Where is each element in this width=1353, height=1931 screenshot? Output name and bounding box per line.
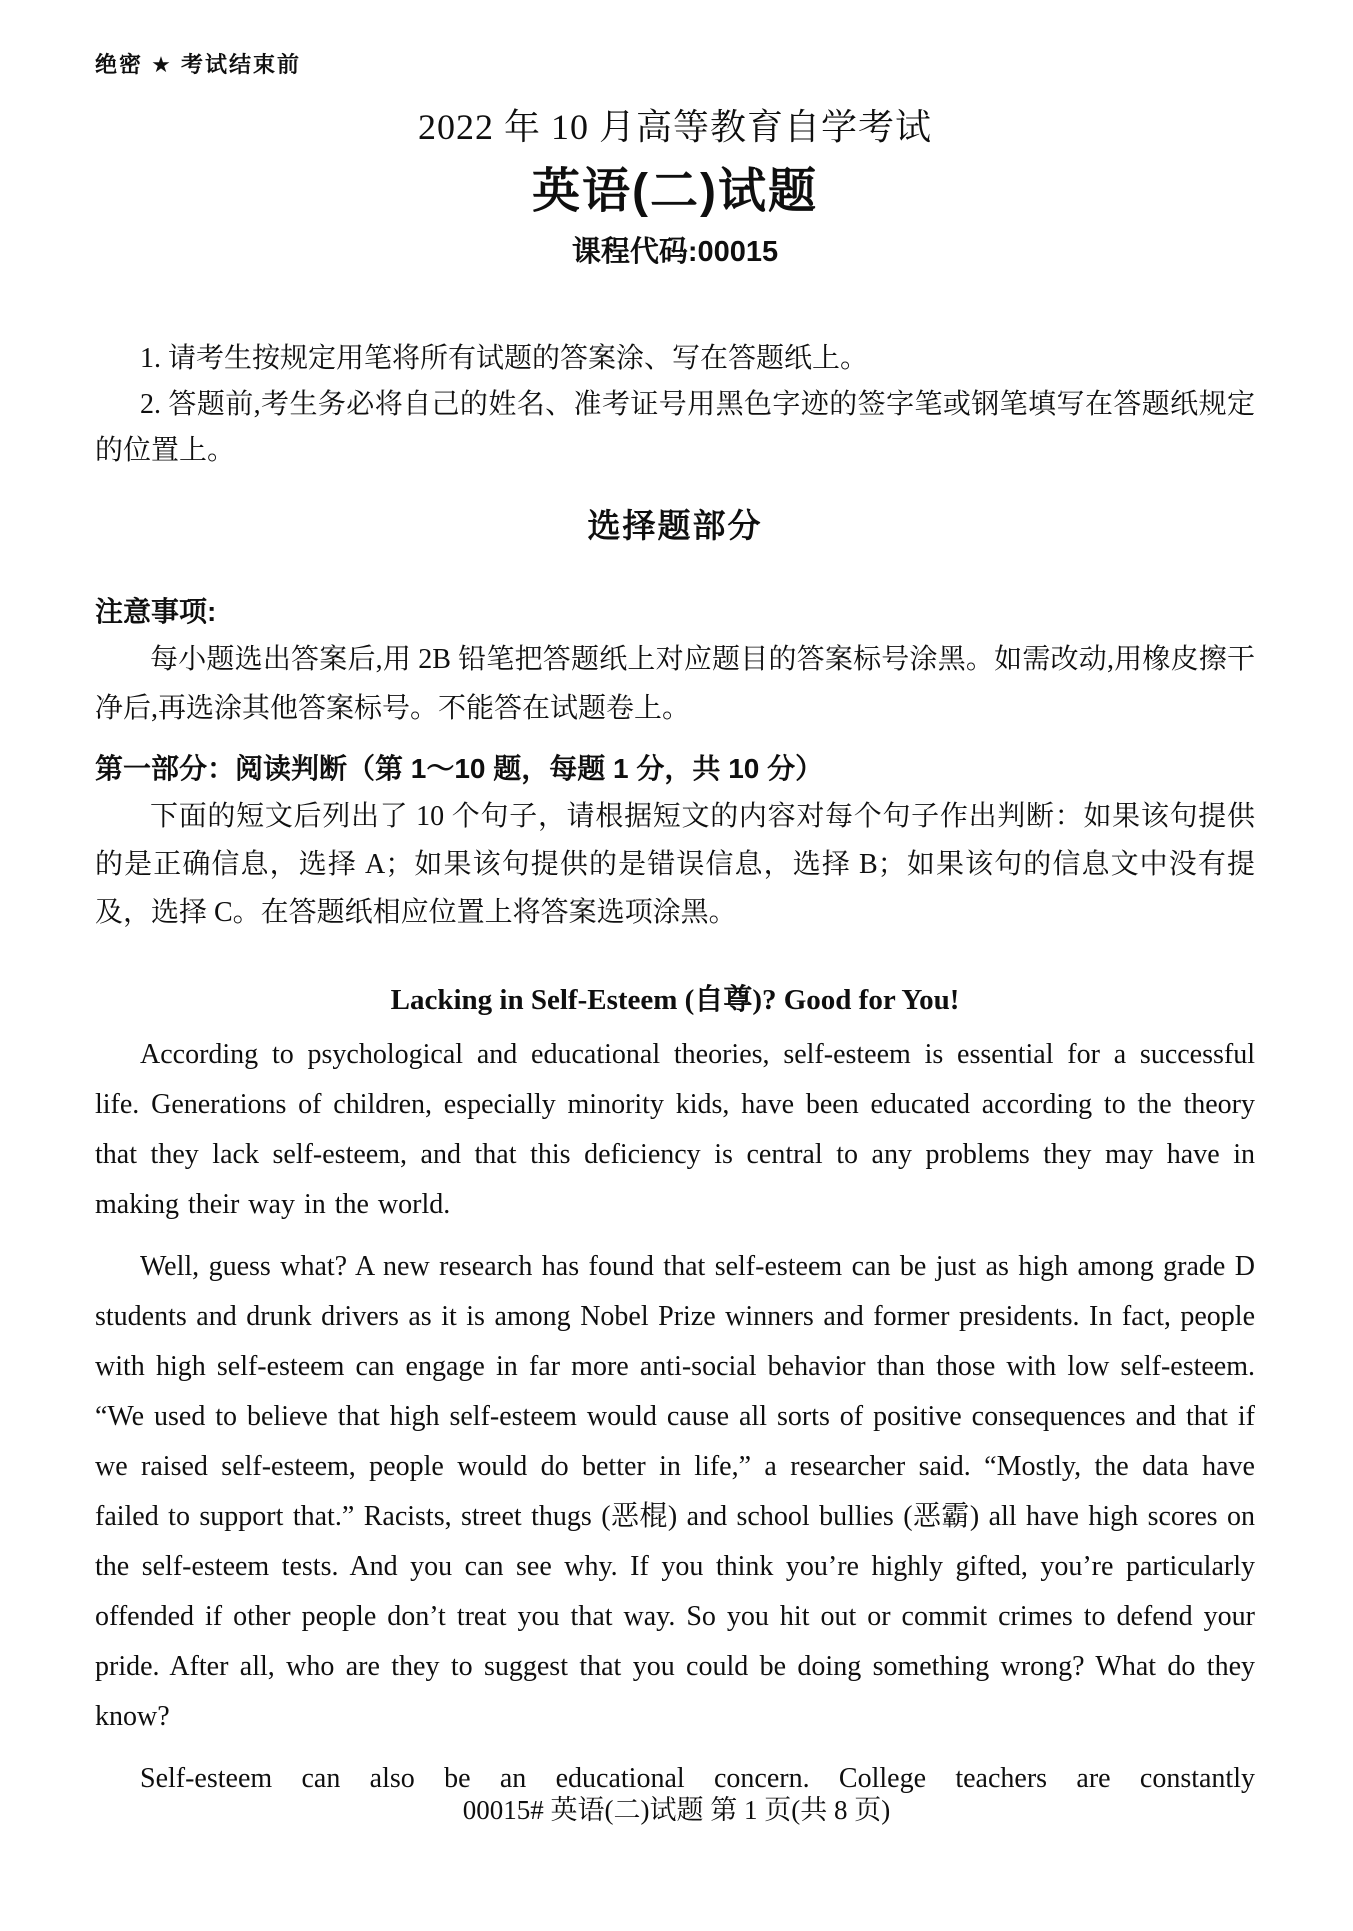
course-code: 课程代码:00015 [571,236,779,268]
page-content [95,0,1255,1804]
section-heading: 选择题部分 [587,507,763,544]
passage-paragraph-1: According to psychological and educational theories, self-esteem is essential for a successful life. Generations of children, especially minority kids, have been educated according to the theory that they lack self-esteem, and that this deficiency is central to any problems they may have in making their way in the world. [95,1039,1255,1220]
part1-heading: 第一部分：阅读判断（第 1～10 题，每题 1 分，共 10 分） [95,753,824,784]
instruction-item-1: 1. 请考生按规定用笔将所有试题的答案涂、写在答题纸上。 [140,343,869,374]
instruction-item-2: 2. 答题前,考生务必将自己的姓名、准考证号用黑色字迹的签字笔或钢笔填写在答题纸规定的位置上。 [95,389,1255,466]
exam-title: 2022 年 10 月高等教育自学考试 [417,107,932,147]
passage-paragraph-2: Well, guess what? A new research has found that self-esteem can be just as high among grade D students and drunk drivers as it is among Nobel Prize winners and former presidents. In fact, people with high self-esteem can engage in far more anti-social behavior than those with low self-esteem. “We used to believe that high self-esteem would cause all sorts of positive consequences and that if we raised self-esteem, people would do better in life,” a researcher said. “Mostly, the data have failed to support that.” Racists, street thugs (恶棍) and school bullies (恶霸) all have high scores on the self-esteem tests. And you can see why. If you think you’re highly gifted, you’re particularly offended if other people don’t treat you that way. So you hit out or commit crimes to defend your pride. After all, who are they to suggest that you could be doing something wrong? What do they know? [95,1251,1255,1732]
reading-passage [95,1030,1255,1804]
exam-subject-title: 英语(二)试题 [532,165,818,218]
classification-label: 绝密 ★ 考试结束前 [95,52,301,77]
passage-paragraph-3: Self-esteem can also be an educational concern. College teachers are constantly [140,1763,1255,1794]
notice-label: 注意事项: [95,596,217,627]
notice-text: 每小题选出答案后,用 2B 铅笔把答题纸上对应题目的答案标号涂黑。如需改动,用橡皮擦干净后,再选涂其他答案标号。不能答在试题卷上。 [95,644,1255,724]
general-instructions [95,336,1255,474]
part1-intro: 下面的短文后列出了 10 个句子，请根据短文的内容对每个句子作出判断：如果该句提供的是正确信息，选择 A；如果该句提供的是错误信息，选择 B；如果该句的信息文中没有提及，选择 C。在答题纸相应位置上将答案选项涂黑。 [95,801,1255,928]
page-footer: 00015# 英语(二)试题 第 1 页(共 8 页) [462,1795,891,1825]
passage-title: Lacking in Self-Esteem (自尊)? Good for You! [390,984,960,1016]
